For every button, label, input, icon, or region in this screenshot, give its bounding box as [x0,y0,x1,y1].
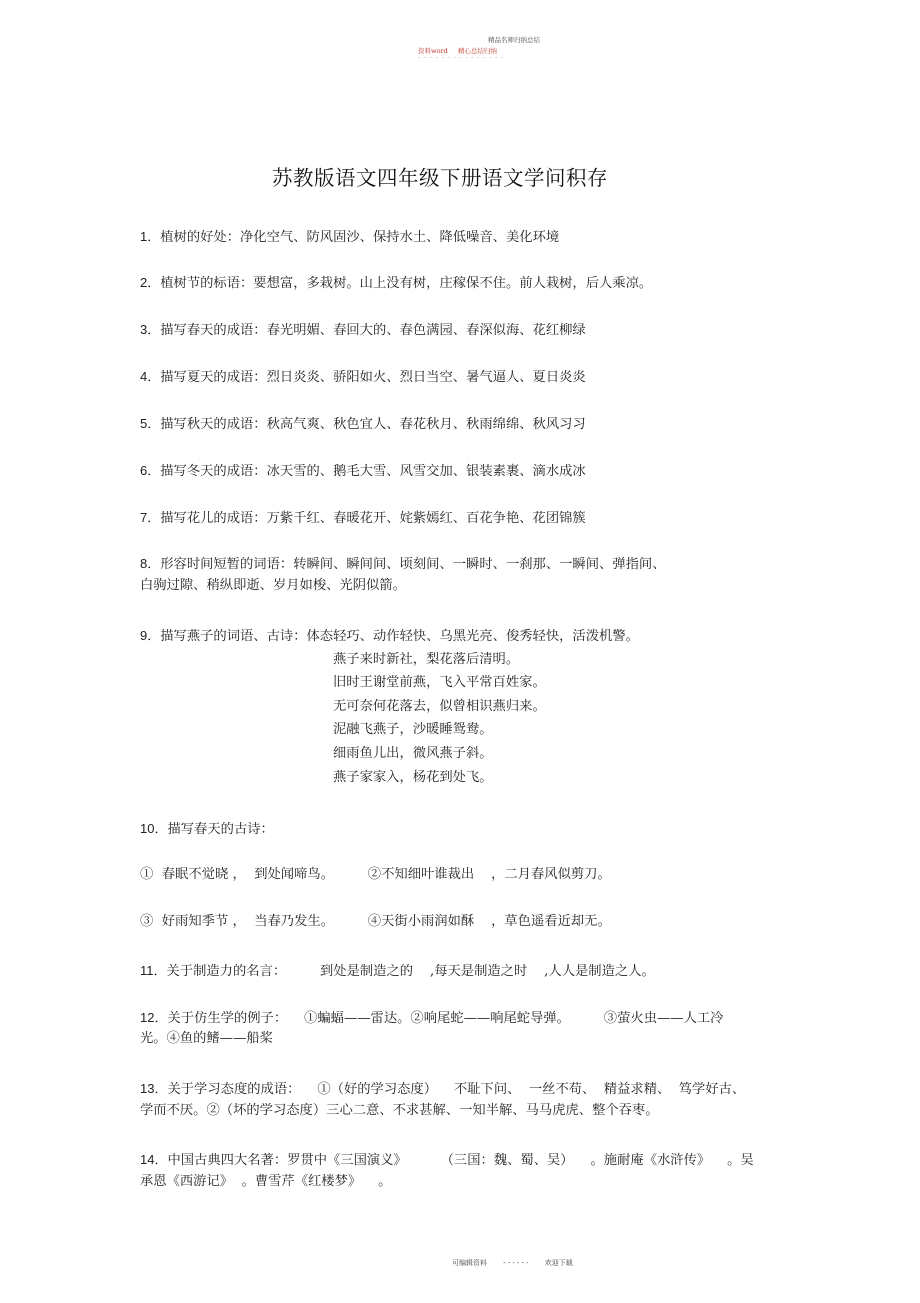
item-8 [140,556,666,573]
item-number: 13． [140,1081,168,1096]
poem-line: 旧时王谢堂前燕，飞入平常百姓家。 [333,675,546,690]
poem-row-2: ③ 好雨知季节 ， 当春乃发生。 ④天街小雨润如酥 ，草色遥看近却无。 [140,914,611,929]
header-right-text: 精心总结归纳 [457,47,497,55]
item-text: 描写花儿的成语：万紫千红、春暖花开、姹紫嫣红、百花争艳、花团锦簇 [160,511,586,526]
item-text: 描写春天的古诗： [167,822,274,837]
item-text: 关于学习态度的成语： ①（好的学习态度） 不耻下问、 一丝不苟、 精益求精、 笃学好古、 [167,1082,746,1097]
item-number: 2． [140,275,161,290]
item-1 [140,229,559,246]
item-number: 10． [140,821,168,836]
item-text: 描写冬天的成语：冰天雪的、鹅毛大雪、风雪交加、银装素裹、滴水成冰 [160,464,586,479]
item-3 [140,322,586,339]
item-13-continued: 学而不厌。②（坏的学习态度）三心二意、不求甚解、一知半解、马马虎虎、整个吞枣。 [140,1103,659,1118]
item-number: 8． [140,556,161,571]
item-6 [140,463,586,480]
poem-line: 泥融飞燕子，沙暖睡鸳鸯。 [333,722,493,737]
item-text: 描写春天的成语：春光明媚、春回大的、春色满园、春深似海、花红柳绿 [160,323,586,338]
item-number: 4． [140,369,161,384]
poem-line: 细雨鱼儿出，微风燕子斜。 [333,746,493,761]
item-2 [140,275,652,292]
item-4 [140,369,586,386]
item-11 [140,963,655,980]
item-14 [140,1152,754,1169]
poem-line: 无可奈何花落去，似曾相识燕归来。 [333,699,546,714]
footer-dashes: - - - - - - [503,1259,529,1267]
item-9 [140,628,639,645]
item-5 [140,416,586,433]
item-number: 6． [140,463,161,478]
item-number: 14． [140,1152,168,1167]
item-text: 中国古典四大名著：罗贯中《三国演义》 （三国：魏、蜀、吴） 。施耐庵《水浒传》 。吴 [167,1153,754,1168]
header-left-text: 资料word [418,47,448,55]
page-title: 苏教版语文四年级下册语文学问积存 [272,166,608,190]
item-text: 关于制造力的名言： 到处是制造之的 ,每天是制造之时 ,人人是制造之人。 [166,964,655,979]
item-10 [140,821,274,838]
item-13 [140,1081,745,1098]
footer-left-text: 可编辑资料 [452,1259,487,1267]
item-number: 11． [140,963,167,978]
item-12-continued: 光。④鱼的鳍——船桨 [140,1031,273,1046]
item-12 [140,1010,723,1027]
footer [452,1258,587,1268]
item-number: 5． [140,416,161,431]
poem-line: 燕子家家入，杨花到处飞。 [333,770,493,785]
header-dash-line: - - - - - - - - - - - - - - - [418,54,505,61]
item-7 [140,510,586,527]
item-number: 1． [140,229,161,244]
header-top-text: 精品名师归纳总结 [488,36,540,44]
item-text: 植树节的标语：要想富，多栽树。山上没有树，庄稼保不住。前人栽树，后人乘凉。 [160,276,653,291]
poem-row-1: ① 春眠不觉晓 ， 到处闻啼鸟。 ②不知细叶谁裁出 ，二月春风似剪刀。 [140,867,611,882]
item-number: 3． [140,322,161,337]
item-text: 植树的好处：净化空气、防风固沙、保持水土、降低噪音、美化环境 [160,230,560,245]
item-text: 形容时间短暂的词语：转瞬间、瞬间间、顷刻间、一瞬时、一刹那、一瞬间、弹指间、 [160,557,666,572]
item-number: 7． [140,510,161,525]
item-8-continued: 白驹过隙、稍纵即逝、岁月如梭、光阴似箭。 [140,578,406,593]
item-number: 9． [140,628,161,643]
item-text: 描写夏天的成语：烈日炎炎、骄阳如火、烈日当空、暑气逼人、夏日炎炎 [160,370,586,385]
item-text: 关于仿生学的例子： ①蝙蝠——雷达。②响尾蛇——响尾蛇导弹。 ③萤火虫——人工冷 [167,1011,724,1026]
item-text: 描写燕子的词语、古诗：体态轻巧、动作轻快、乌黑光亮、俊秀轻快，活泼机警。 [160,629,639,644]
item-14-continued: 承恩《西游记》 。曹雪芹《红楼梦》 。 [140,1174,392,1189]
poem-line: 燕子来时新社，梨花落后清明。 [333,652,520,667]
item-text: 描写秋天的成语：秋高气爽、秋色宜人、春花秋月、秋雨绵绵、秋风习习 [160,417,586,432]
item-number: 12． [140,1010,168,1025]
footer-right-text: 欢迎下载 [544,1259,573,1267]
